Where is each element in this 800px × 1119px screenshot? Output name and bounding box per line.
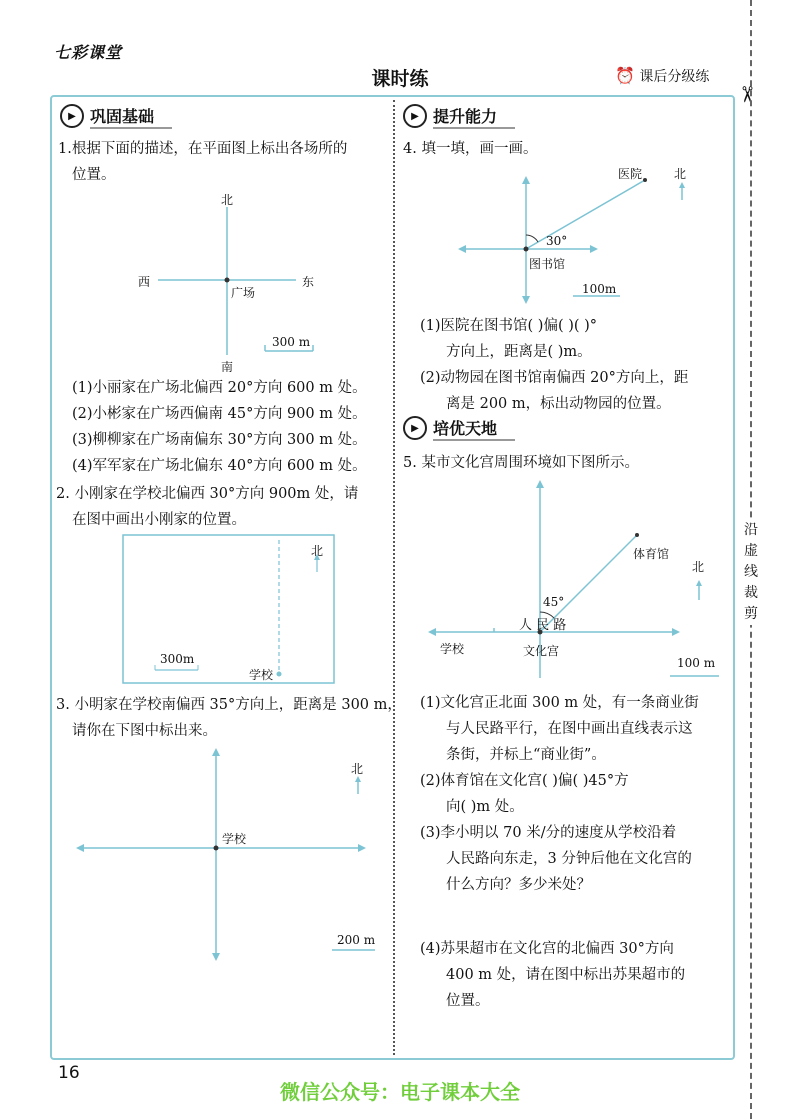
q2-line1: 2. 小刚家在学校北偏西 30°方向 900m 处，请 <box>56 486 359 502</box>
q1-item: (2)小彬家在广场西偏南 45°方向 900 m 处。 <box>72 406 367 422</box>
brand-logo: 七彩课堂 <box>54 43 123 62</box>
section-title: 培优天地 <box>433 416 515 441</box>
q4-angle-label: 30° <box>546 234 568 248</box>
q3-north-label: 北 <box>351 762 364 776</box>
q2-line2: 在图中画出小刚家的位置。 <box>72 512 246 528</box>
q1-item: (1)小丽家在广场北偏西 20°方向 600 m 处。 <box>72 380 367 396</box>
q1-item: (4)军军家在广场北偏东 40°方向 600 m 处。 <box>72 458 367 474</box>
q5-item: 条街，并标上“商业街”。 <box>446 747 606 763</box>
q1-east-label: 东 <box>302 275 315 289</box>
q3-line1: 3. 小明家在学校南偏西 35°方向上，距离是 300 m， <box>56 697 402 713</box>
play-icon: ▶ <box>403 416 427 440</box>
q5-item: 400 m 处，请在图中标出苏果超市的 <box>446 967 686 983</box>
q5-scale-label: 100 m <box>677 656 716 670</box>
q4-item: (1)医院在图书馆( )偏( )( )° <box>420 318 598 334</box>
q4-item: 方向上，距离是( )m。 <box>446 344 592 360</box>
q4-hospital-label: 医院 <box>618 167 643 181</box>
play-icon: ▶ <box>403 104 427 128</box>
q1-line2: 位置。 <box>72 167 116 183</box>
q1-center-label: 广场 <box>231 286 256 300</box>
q5-item: (4)苏果超市在文化宫的北偏西 30°方向 <box>420 941 674 957</box>
q5-stadium-label: 体育馆 <box>633 547 670 561</box>
q2-north-label: 北 <box>311 544 324 558</box>
page-title: 课时练 <box>371 68 429 90</box>
q2-school-label: 学校 <box>249 668 274 682</box>
q5-item: 什么方向？多少米处？ <box>446 877 591 893</box>
q5-items-b <box>420 936 685 1014</box>
q5-items-a <box>420 690 699 898</box>
q4-item: (2)动物园在图书馆南偏西 20°方向上，距 <box>420 370 689 386</box>
q3-school-label: 学校 <box>222 832 247 846</box>
q5-school-label: 学校 <box>440 642 465 656</box>
scissors-icon: ✂ <box>733 85 759 104</box>
q3-scale-label: 200 m <box>337 933 376 947</box>
q1-west-label: 西 <box>138 275 151 289</box>
q1-south-label: 南 <box>221 360 234 374</box>
q1-north-label: 北 <box>221 193 234 207</box>
section-title: 提升能力 <box>433 104 515 129</box>
play-icon: ▶ <box>60 104 84 128</box>
q5-item: (3)李小明以 70 米/分的速度从学校沿着 <box>420 825 677 841</box>
q5-item: 人民路向东走，3 分钟后他在文化宫的 <box>446 851 692 867</box>
q4-text: 4. 填一填，画一画。 <box>403 141 538 157</box>
q4-scale-label: 100m <box>582 282 617 296</box>
footer-watermark: 微信公众号：电子课本大全 <box>280 1080 520 1104</box>
clock-icon: ⏰ <box>615 66 635 85</box>
cut-label: 沿虚线裁剪 <box>742 520 760 625</box>
q5-palace-label: 文化宫 <box>523 644 560 658</box>
q5-item: 向( )m 处。 <box>446 799 524 815</box>
q1-item: (3)柳柳家在广场南偏东 30°方向 300 m 处。 <box>72 432 367 448</box>
q5-north-label: 北 <box>692 560 705 574</box>
section-title: 巩固基础 <box>90 104 172 129</box>
q5-item: 与人民路平行，在图中画出直线表示这 <box>446 721 693 737</box>
q4-north-label: 北 <box>674 167 687 181</box>
q5-item: (2)体育馆在文化宫( )偏( )45°方 <box>420 773 629 789</box>
q4-library-label: 图书馆 <box>529 257 566 271</box>
q1-scale-label: 300 m <box>272 335 311 349</box>
q5-item: (1)文化宫正北面 300 m 处，有一条商业街 <box>420 695 699 711</box>
q4-item: 离是 200 m，标出动物园的位置。 <box>446 396 671 412</box>
q5-text: 5. 某市文化宫周围环境如下图所示。 <box>403 455 639 471</box>
q5-road-label: 人 民 路 <box>519 618 567 633</box>
q5-angle-label: 45° <box>543 595 565 609</box>
q5-item: 位置。 <box>446 993 490 1009</box>
level-text: 课后分级练 <box>639 69 710 85</box>
q1-line1: 1.根据下面的描述，在平面图上标出各场所的 <box>58 141 348 157</box>
q2-scale-label: 300m <box>160 652 195 666</box>
q3-line2: 请你在下图中标出来。 <box>72 723 217 739</box>
page-number: 16 <box>58 1063 80 1083</box>
